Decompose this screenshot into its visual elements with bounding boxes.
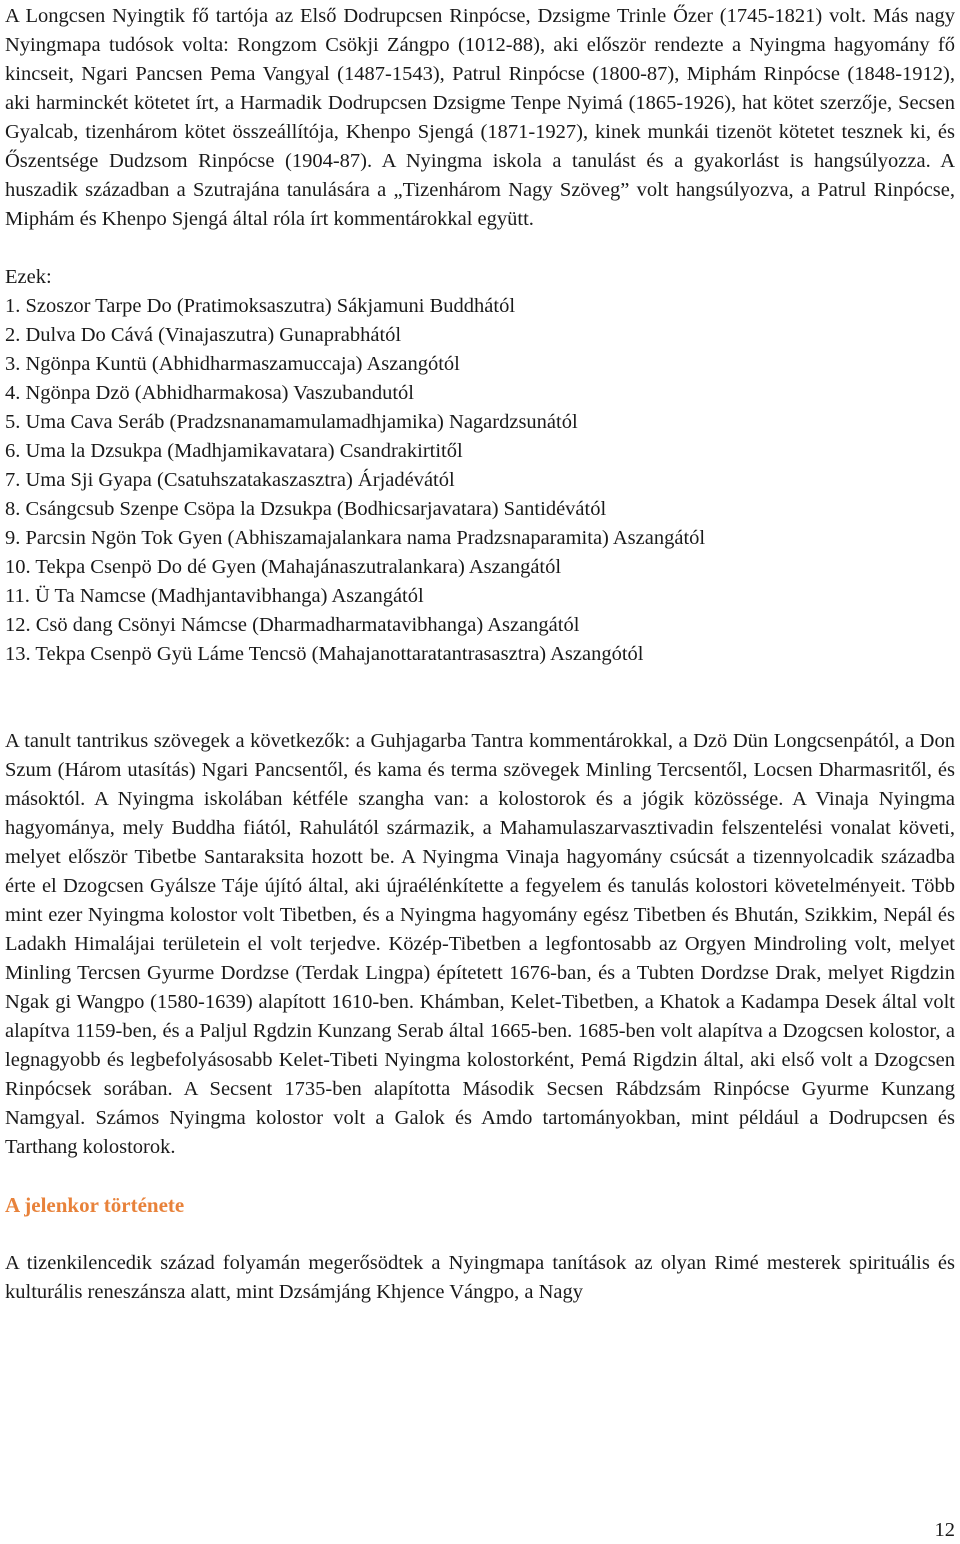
list-item: 11. Ü Ta Namcse (Madhjantavibhanga) Aszangától [5, 585, 424, 607]
list-item: 6. Uma la Dzsukpa (Madhjamikavatara) Csandrakirtitől [5, 440, 463, 462]
spacer [5, 1220, 955, 1249]
list-item: 7. Uma Sji Gyapa (Csatuhszatakaszasztra) Árjadévától [5, 469, 455, 491]
list-item: 10. Tekpa Csenpö Do dé Gyen (Mahajánaszutralankara) Aszangától [5, 556, 562, 578]
spacer [5, 669, 955, 727]
page-number: 12 [934, 1519, 955, 1541]
list-item: 1. Szoszor Tarpe Do (Pratimoksaszutra) Sákjamuni Buddhától [5, 295, 516, 317]
document-page [5, 2, 955, 1307]
list-item: 3. Ngönpa Kuntü (Abhidharmaszamuccaja) Aszangótól [5, 353, 460, 375]
spacer [5, 234, 955, 263]
list-item: 4. Ngönpa Dzö (Abhidharmakosa) Vaszubandutól [5, 382, 414, 404]
section-heading: A jelenkor története [5, 1193, 185, 1217]
list-item: 8. Csángcsub Szenpe Csöpa la Dzsukpa (Bodhicsarjavatara) Santidévától [5, 498, 607, 520]
list-item: 9. Parcsin Ngön Tok Gyen (Abhiszamajalankara nama Pradzsnaparamita) Aszangától [5, 527, 706, 549]
thirteen-texts-list [5, 292, 955, 669]
paragraph-tantric-texts: A tanult tantrikus szövegek a következők: a Guhjagarba Tantra kommentárokkal, a Dzö Dün Longcsenpától, a Don Szum (Három utasítás) Ngari Pancsentől, és kama és terma szövegek Minling Tercsentől, Locsen Dharmasritől, és másoktól. A Nyingma iskolában kétféle szangha van: a kolostorok és a jógik közössége. A Vinaja Nyingma hagyománya, mely Buddha fiától, Rahulától származik, a Mahamulaszarvasztivadin felszentelési vonalat követi, melyet először Tibetbe Santaraksita hozott be. A Nyingma Vinaja hagyomány csúcsát a tizennyolcadik századba érte el Dzogcsen Gyálsze Táje újító által, aki újraélénkítette a fegyelem és tanulás kolostori követelményeit. Több mint ezer Nyingma kolostor volt Tibetben, és a Nyingma hagyomány egész Tibetben és Bhután, Szikkim, Nepál és Ladakh Himalájai területein el volt terjedve. Közép-Tibetben a legfontosabb az Orgyen Mindroling volt, melyet Minling Tercsen Gyurme Dordzse (Terdak Lingpa) építetett 1676-ban, és a Tubten Dordzse Drak, melyet Rigdzin Ngak gi Wangpo (1580-1639) alapított 1610-ben. Khámban, Kelet-Tibetben, a Khatok a Kadampa Desek által volt alapítva 1159-ben, és a Paljul Rgdzin Kunzang Serab által 1665-ben. 1685-ben volt alapítva a Dzogcsen kolostor, a legnagyobb és legbefolyásosabb Kelet-Tibeti Nyingma kolostorként, Pemá Rigdzin által, aki első volt a Dzogcsen Rinpócsek sorában. A Secsent 1735-ben alapította Második Secsen Rábdzsám Rinpócse Gyurme Kunzang Namgyal. Számos Nyingma kolostor volt a Galok és Amdo tartományokban, mint például a Dodrupcsen és Tarthang kolostorok. [5, 730, 955, 1158]
list-item: 2. Dulva Do Cává (Vinajaszutra) Gunaprabhától [5, 324, 402, 346]
spacer [5, 1162, 955, 1191]
list-item: 5. Uma Cava Seráb (Pradzsnanamamulamadhjamika) Nagardzsunától [5, 411, 578, 433]
list-label: Ezek: [5, 266, 52, 288]
list-item: 12. Csö dang Csönyi Námcse (Dharmadharmatavibhanga) Aszangától [5, 614, 580, 636]
list-item: 13. Tekpa Csenpö Gyü Láme Tencsö (Mahajanottaratantrasasztra) Aszangótól [5, 643, 644, 665]
paragraph-intro: A Longcsen Nyingtik fő tartója az Első Dodrupcsen Rinpócse, Dzsigme Trinle Őzer (1745-1821) volt. Más nagy Nyingmapa tudósok volta: Rongzom Csökji Zángpo (1012-88), aki először rendezte a Nyingma hagyomány fő kincseit, Ngari Pancsen Pema Vangyal (1487-1543), Patrul Rinpócse (1800-87), Miphám Rinpócse (1848-1912), aki harminckét kötetet írt, a Harmadik Dodrupcsen Dzsigme Tenpe Nyimá (1865-1926), hat kötet szerzője, Secsen Gyalcab, tizenhárom kötet összeállítója, Khenpo Sjengá (1871-1927), kinek munkái tizenöt kötetet tesznek ki, és Őszentsége Dudzsom Rinpócse (1904-87). A Nyingma iskola a tanulást és a gyakorlást is hangsúlyozza. A huszadik században a Szutrajána tanulására a „Tizenhárom Nagy Szöveg” volt hangsúlyozva, a Patrul Rinpócse, Miphám és Khenpo Sjengá által róla írt kommentárokkal együtt. [5, 5, 955, 230]
paragraph-modern-history: A tizenkilencedik század folyamán megerősödtek a Nyingmapa tanítások az olyan Rimé mesterek spirituális és kulturális reneszánsza alatt, mint Dzsámjáng Khjence Vángpo, a Nagy [5, 1252, 955, 1303]
